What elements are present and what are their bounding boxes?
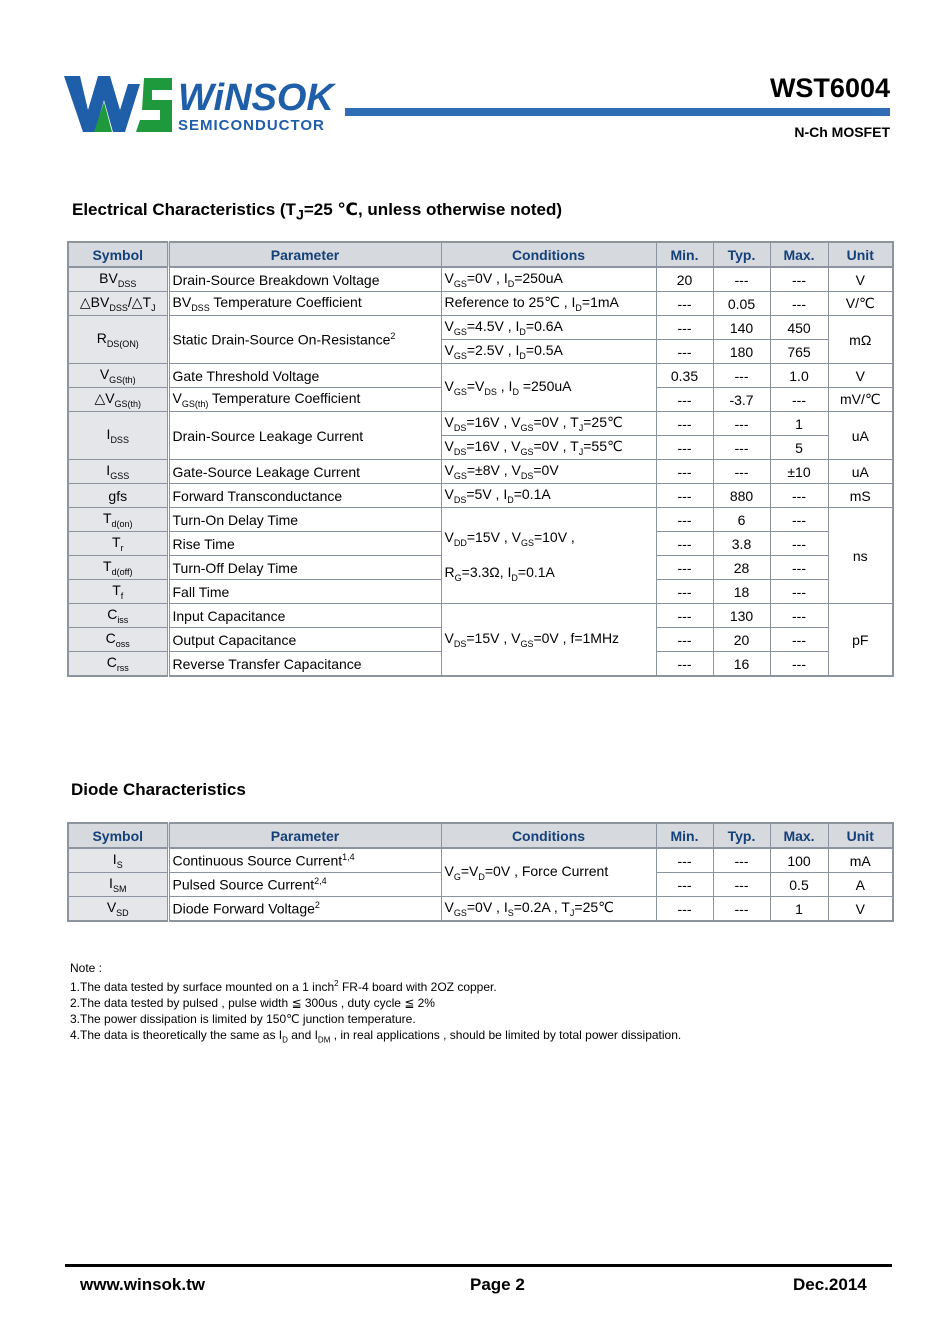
notes — [70, 960, 681, 1048]
parameter-cell: Fall Time — [168, 580, 441, 604]
table-row — [68, 364, 893, 388]
diode-characteristics-table — [67, 822, 894, 922]
typ-cell: 16 — [713, 652, 770, 677]
column-header: Unit — [828, 242, 893, 267]
conditions-cell: Reference to 25℃ , $I_D=1mA$ — [441, 292, 656, 316]
column-header: Max. — [770, 242, 828, 267]
symbol-cell: $I_{GSS}$ — [68, 460, 168, 484]
table-header-row — [68, 823, 893, 848]
typ-cell: 180 — [713, 340, 770, 364]
footer-date: Dec.2014 — [793, 1275, 867, 1294]
parameter-cell: Gate-Source Leakage Current — [168, 460, 441, 484]
column-header: Conditions — [441, 823, 656, 848]
column-header: Parameter — [168, 823, 441, 848]
min-cell: --- — [656, 316, 713, 340]
unit-cell: mA — [828, 848, 893, 873]
unit-cell: V — [828, 267, 893, 292]
parameter-cell: Drain-Source Breakdown Voltage — [168, 267, 441, 292]
conditions-cell: $V_G=V_D=0V$ , Force Current — [441, 848, 656, 897]
max-cell: --- — [770, 292, 828, 316]
unit-cell: uA — [828, 412, 893, 460]
min-cell: --- — [656, 460, 713, 484]
symbol-cell: $C_{rss}$ — [68, 652, 168, 677]
symbol-cell: $I_S$ — [68, 848, 168, 873]
unit-cell: A — [828, 873, 893, 897]
max-cell: --- — [770, 388, 828, 412]
symbol-cell: $I_{SM}$ — [68, 873, 168, 897]
part-number: WST6004 — [769, 73, 890, 103]
max-cell: --- — [770, 484, 828, 508]
table-row — [68, 604, 893, 628]
note-line: 1.The data tested by surface mounted on a 1 inch$^2$ FR-4 board with 2OZ copper. — [70, 979, 497, 994]
parameter-cell: Diode Forward Voltage$^2$ — [168, 897, 441, 922]
parameter-cell: Static Drain-Source On-Resistance$^2$ — [168, 316, 441, 364]
max-cell: 1.0 — [770, 364, 828, 388]
column-header: Max. — [770, 823, 828, 848]
unit-cell: mS — [828, 484, 893, 508]
note-line: 2.The data tested by pulsed , pulse width ≦ 300us , duty cycle ≦ 2% — [70, 996, 435, 1010]
table-row — [68, 848, 893, 873]
typ-cell: --- — [713, 436, 770, 460]
max-cell: 450 — [770, 316, 828, 340]
typ-cell: --- — [713, 460, 770, 484]
unit-cell: V — [828, 897, 893, 922]
parameter-cell: Continuous Source Current$^{1,4}$ — [168, 848, 441, 873]
note-line: 4.The data is theoretically the same as $I_D$ and $I_{DM}$ , in real applications , should be limited by total power dissipation. — [70, 1028, 682, 1045]
column-header: Unit — [828, 823, 893, 848]
unit-cell: V — [828, 364, 893, 388]
unit-cell: pF — [828, 604, 893, 677]
min-cell: --- — [656, 436, 713, 460]
min-cell: --- — [656, 604, 713, 628]
column-header: Symbol — [68, 823, 168, 848]
max-cell: 765 — [770, 340, 828, 364]
unit-cell: V/℃ — [828, 292, 893, 316]
table-row — [68, 316, 893, 340]
footer-page-number: Page 2 — [470, 1275, 525, 1294]
table-header-row — [68, 242, 893, 267]
symbol-cell: $R_{DS(ON)}$ — [68, 316, 168, 364]
column-header: Min. — [656, 242, 713, 267]
unit-cell: mΩ — [828, 316, 893, 364]
typ-cell: 880 — [713, 484, 770, 508]
conditions-cell: $V_{DS}=16V$ , $V_{GS}=0V$ , $T_J=25℃$ — [441, 412, 656, 436]
typ-cell: 3.8 — [713, 532, 770, 556]
brand-name: WiNSOK — [178, 77, 334, 119]
symbol-cell: $V_{SD}$ — [68, 897, 168, 922]
table-row — [68, 412, 893, 436]
min-cell: --- — [656, 508, 713, 532]
min-cell: 0.35 — [656, 364, 713, 388]
max-cell: 5 — [770, 436, 828, 460]
symbol-cell: $BV_{DSS}$ — [68, 267, 168, 292]
parameter-cell: Gate Threshold Voltage — [168, 364, 441, 388]
conditions-cell: $V_{DD}=15V$ , $V_{GS}=10V$ , $R_G=3.3\Omega$, $I_D=0.1A$ — [441, 508, 656, 604]
min-cell: --- — [656, 848, 713, 873]
conditions-cell: $V_{GS}=0V$ , $I_S=0.2A$ , $T_J=25℃$ — [441, 897, 656, 922]
conditions-cell: $V_{GS}=4.5V$ , $I_D=0.6A$ — [441, 316, 656, 340]
max-cell: 1 — [770, 897, 828, 922]
footer-website: www.winsok.tw — [80, 1275, 205, 1294]
column-header: Min. — [656, 823, 713, 848]
column-header: Conditions — [441, 242, 656, 267]
conditions-cell: $V_{GS}=\pm 8V$ , $V_{DS}=0V$ — [441, 460, 656, 484]
note-line: 3.The power dissipation is limited by 150℃ junction temperature. — [70, 1012, 416, 1026]
parameter-cell: $BV_{DSS}$ Temperature Coefficient — [168, 292, 441, 316]
max-cell: --- — [770, 267, 828, 292]
column-header: Parameter — [168, 242, 441, 267]
symbol-cell: $V_{GS(th)}$ — [68, 364, 168, 388]
typ-cell: 130 — [713, 604, 770, 628]
max-cell: --- — [770, 508, 828, 532]
min-cell: --- — [656, 292, 713, 316]
max-cell: ±10 — [770, 460, 828, 484]
parameter-cell: Pulsed Source Current$^{2,4}$ — [168, 873, 441, 897]
symbol-cell: gfs — [68, 484, 168, 508]
min-cell: --- — [656, 652, 713, 677]
symbol-cell: $C_{iss}$ — [68, 604, 168, 628]
parameter-cell: Reverse Transfer Capacitance — [168, 652, 441, 677]
typ-cell: -3.7 — [713, 388, 770, 412]
conditions-cell: $V_{GS}=2.5V$ , $I_D=0.5A$ — [441, 340, 656, 364]
symbol-cell: $C_{oss}$ — [68, 628, 168, 652]
typ-cell: 6 — [713, 508, 770, 532]
min-cell: 20 — [656, 267, 713, 292]
table-row — [68, 460, 893, 484]
min-cell: --- — [656, 556, 713, 580]
parameter-cell: Input Capacitance — [168, 604, 441, 628]
max-cell: 1 — [770, 412, 828, 436]
winsok-logo — [62, 70, 344, 136]
conditions-cell: $V_{GS}=V_{DS}$ , $I_D =250uA$ — [441, 364, 656, 412]
parameter-cell: Output Capacitance — [168, 628, 441, 652]
column-header: Typ. — [713, 823, 770, 848]
parameter-cell: $V_{GS(th)}$ Temperature Coefficient — [168, 388, 441, 412]
symbol-cell: $\triangle V_{GS(th)}$ — [68, 388, 168, 412]
max-cell: --- — [770, 532, 828, 556]
min-cell: --- — [656, 628, 713, 652]
unit-cell: uA — [828, 460, 893, 484]
max-cell: --- — [770, 580, 828, 604]
typ-cell: --- — [713, 412, 770, 436]
typ-cell: --- — [713, 873, 770, 897]
min-cell: --- — [656, 580, 713, 604]
typ-cell: --- — [713, 897, 770, 922]
table-row — [68, 484, 893, 508]
parameter-cell: Rise Time — [168, 532, 441, 556]
conditions-cell: $V_{DS}=15V$ , $V_{GS}=0V$ , f=1MHz — [441, 604, 656, 677]
table-row — [68, 508, 893, 532]
typ-cell: 140 — [713, 316, 770, 340]
typ-cell: --- — [713, 848, 770, 873]
device-type: N-Ch MOSFET — [794, 124, 890, 140]
min-cell: --- — [656, 897, 713, 922]
typ-cell: 18 — [713, 580, 770, 604]
column-header: Symbol — [68, 242, 168, 267]
table-row — [68, 292, 893, 316]
max-cell: 100 — [770, 848, 828, 873]
header-rule — [345, 108, 890, 116]
electrical-characteristics-table — [67, 241, 894, 677]
unit-cell: mV/℃ — [828, 388, 893, 412]
parameter-cell: Drain-Source Leakage Current — [168, 412, 441, 460]
electrical-characteristics-title: Electrical Characteristics ($T_J=25$ ℃, unless otherwise noted) — [72, 200, 563, 224]
symbol-cell: $T_f$ — [68, 580, 168, 604]
symbol-cell: $T_r$ — [68, 532, 168, 556]
typ-cell: 20 — [713, 628, 770, 652]
unit-cell: ns — [828, 508, 893, 604]
min-cell: --- — [656, 340, 713, 364]
table-row — [68, 267, 893, 292]
parameter-cell: Forward Transconductance — [168, 484, 441, 508]
symbol-cell: $\triangle BV_{DSS}/\triangle T_J$ — [68, 292, 168, 316]
typ-cell: --- — [713, 267, 770, 292]
max-cell: --- — [770, 556, 828, 580]
footer-rule — [65, 1264, 892, 1267]
typ-cell: 28 — [713, 556, 770, 580]
min-cell: --- — [656, 484, 713, 508]
parameter-cell: Turn-On Delay Time — [168, 508, 441, 532]
parameter-cell: Turn-Off Delay Time — [168, 556, 441, 580]
max-cell: 0.5 — [770, 873, 828, 897]
table-row — [68, 897, 893, 922]
brand-subtitle: SEMICONDUCTOR — [178, 117, 325, 134]
conditions-cell: $V_{DS}=5V$ , $I_D=0.1A$ — [441, 484, 656, 508]
diode-characteristics-title: Diode Characteristics — [71, 780, 246, 799]
column-header: Typ. — [713, 242, 770, 267]
min-cell: --- — [656, 412, 713, 436]
symbol-cell: $I_{DSS}$ — [68, 412, 168, 460]
conditions-cell: $V_{GS}=0V$ , $I_D=250uA$ — [441, 267, 656, 292]
max-cell: --- — [770, 652, 828, 677]
typ-cell: --- — [713, 364, 770, 388]
min-cell: --- — [656, 873, 713, 897]
symbol-cell: $T_{d(on)}$ — [68, 508, 168, 532]
min-cell: --- — [656, 532, 713, 556]
typ-cell: 0.05 — [713, 292, 770, 316]
note-line: Note : — [70, 961, 103, 975]
min-cell: --- — [656, 388, 713, 412]
max-cell: --- — [770, 628, 828, 652]
max-cell: --- — [770, 604, 828, 628]
symbol-cell: $T_{d(off)}$ — [68, 556, 168, 580]
conditions-cell: $V_{DS}=16V$ , $V_{GS}=0V$ , $T_J=55℃$ — [441, 436, 656, 460]
